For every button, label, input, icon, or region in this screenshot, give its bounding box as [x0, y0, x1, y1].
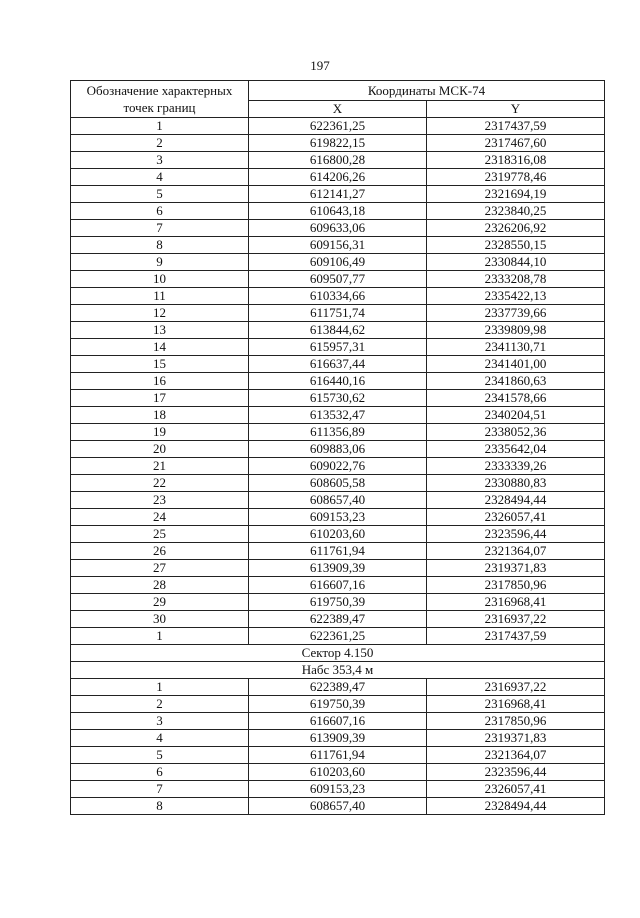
points-column-header: Обозначение характерных точек границ	[71, 81, 249, 118]
y-coordinate-cell: 2326206,92	[427, 220, 605, 237]
table-row	[71, 169, 605, 186]
x-coordinate-cell: 613909,39	[249, 730, 427, 747]
y-coordinate-cell: 2316937,22	[427, 679, 605, 696]
table-row	[71, 543, 605, 560]
page-number: 197	[310, 58, 330, 73]
x-coordinate-cell: 616800,28	[249, 152, 427, 169]
section1-rows	[71, 118, 605, 645]
x-coordinate-cell: 608605,58	[249, 475, 427, 492]
point-id-cell: 3	[71, 713, 249, 730]
area-label: Набс 353,4 м	[71, 662, 605, 679]
table-row	[71, 475, 605, 492]
table-row	[71, 254, 605, 271]
point-id-cell: 28	[71, 577, 249, 594]
x-coordinate-cell: 611761,94	[249, 543, 427, 560]
coordinates-table	[70, 80, 605, 815]
y-coordinate-cell: 2328550,15	[427, 237, 605, 254]
x-coordinate-cell: 611356,89	[249, 424, 427, 441]
table-row	[71, 305, 605, 322]
table-row	[71, 713, 605, 730]
x-coordinate-cell: 609507,77	[249, 271, 427, 288]
point-id-cell: 26	[71, 543, 249, 560]
point-id-cell: 23	[71, 492, 249, 509]
y-coordinate-cell: 2330880,83	[427, 475, 605, 492]
sector-row	[71, 645, 605, 662]
y-coordinate-cell: 2341130,71	[427, 339, 605, 356]
table-row	[71, 152, 605, 169]
point-id-cell: 7	[71, 220, 249, 237]
x-coordinate-cell: 619750,39	[249, 594, 427, 611]
point-id-cell: 14	[71, 339, 249, 356]
point-id-cell: 4	[71, 169, 249, 186]
x-coordinate-cell: 609633,06	[249, 220, 427, 237]
x-coordinate-cell: 610334,66	[249, 288, 427, 305]
table-row	[71, 339, 605, 356]
point-id-cell: 2	[71, 135, 249, 152]
y-coordinate-cell: 2339809,98	[427, 322, 605, 339]
table-row	[71, 526, 605, 543]
point-id-cell: 1	[71, 679, 249, 696]
table-row	[71, 679, 605, 696]
table-row	[71, 747, 605, 764]
x-coordinate-cell: 611751,74	[249, 305, 427, 322]
x-coordinate-cell: 608657,40	[249, 492, 427, 509]
table-row	[71, 373, 605, 390]
point-id-cell: 22	[71, 475, 249, 492]
x-coordinate-cell: 615730,62	[249, 390, 427, 407]
point-id-cell: 1	[71, 628, 249, 645]
y-coordinate-cell: 2317437,59	[427, 628, 605, 645]
y-coordinate-cell: 2328494,44	[427, 492, 605, 509]
area-row	[71, 662, 605, 679]
table-row	[71, 390, 605, 407]
x-coordinate-cell: 610203,60	[249, 526, 427, 543]
y-coordinate-cell: 2316968,41	[427, 594, 605, 611]
x-coordinate-cell: 619750,39	[249, 696, 427, 713]
point-id-cell: 29	[71, 594, 249, 611]
y-coordinate-cell: 2341578,66	[427, 390, 605, 407]
y-coordinate-cell: 2319371,83	[427, 730, 605, 747]
point-id-cell: 7	[71, 781, 249, 798]
x-coordinate-cell: 614206,26	[249, 169, 427, 186]
y-coordinate-cell: 2321364,07	[427, 543, 605, 560]
table-row	[71, 458, 605, 475]
x-coordinate-cell: 616440,16	[249, 373, 427, 390]
y-coordinate-cell: 2341860,63	[427, 373, 605, 390]
table-row	[71, 356, 605, 373]
table-row	[71, 781, 605, 798]
table-row	[71, 407, 605, 424]
point-id-cell: 25	[71, 526, 249, 543]
x-coordinate-cell: 622389,47	[249, 679, 427, 696]
y-coordinate-cell: 2330844,10	[427, 254, 605, 271]
table-row	[71, 186, 605, 203]
table-row	[71, 730, 605, 747]
point-id-cell: 11	[71, 288, 249, 305]
table-row	[71, 203, 605, 220]
point-id-cell: 6	[71, 764, 249, 781]
point-id-cell: 8	[71, 237, 249, 254]
table-row	[71, 322, 605, 339]
sector-label: Сектор 4.150	[71, 645, 605, 662]
y-coordinate-cell: 2335422,13	[427, 288, 605, 305]
x-coordinate-cell: 615957,31	[249, 339, 427, 356]
point-id-cell: 15	[71, 356, 249, 373]
y-coordinate-cell: 2321694,19	[427, 186, 605, 203]
point-id-cell: 12	[71, 305, 249, 322]
x-coordinate-cell: 609156,31	[249, 237, 427, 254]
x-coordinate-cell: 609153,23	[249, 509, 427, 526]
table-row	[71, 696, 605, 713]
y-coordinate-cell: 2326057,41	[427, 781, 605, 798]
x-coordinate-cell: 610643,18	[249, 203, 427, 220]
x-coordinate-cell: 616607,16	[249, 713, 427, 730]
y-coordinate-cell: 2338052,36	[427, 424, 605, 441]
table-row	[71, 560, 605, 577]
x-coordinate-cell: 619822,15	[249, 135, 427, 152]
x-coordinate-cell: 613532,47	[249, 407, 427, 424]
y-coordinate-cell: 2323596,44	[427, 764, 605, 781]
y-coordinate-cell: 2317437,59	[427, 118, 605, 135]
point-id-cell: 3	[71, 152, 249, 169]
point-id-cell: 16	[71, 373, 249, 390]
y-coordinate-cell: 2316968,41	[427, 696, 605, 713]
point-id-cell: 1	[71, 118, 249, 135]
x-coordinate-cell: 613909,39	[249, 560, 427, 577]
table-row	[71, 798, 605, 815]
y-coordinate-cell: 2333208,78	[427, 271, 605, 288]
point-id-cell: 13	[71, 322, 249, 339]
x-coordinate-cell: 622389,47	[249, 611, 427, 628]
table-row	[71, 441, 605, 458]
point-id-cell: 24	[71, 509, 249, 526]
x-coordinate-cell: 613844,62	[249, 322, 427, 339]
table-row	[71, 288, 605, 305]
x-coordinate-cell: 609022,76	[249, 458, 427, 475]
x-coordinate-cell: 608657,40	[249, 798, 427, 815]
table-row	[71, 237, 605, 254]
table-row	[71, 220, 605, 237]
y-coordinate-cell: 2317850,96	[427, 577, 605, 594]
y-coordinate-cell: 2316937,22	[427, 611, 605, 628]
x-coordinate-cell: 611761,94	[249, 747, 427, 764]
x-coordinate-cell: 609153,23	[249, 781, 427, 798]
y-coordinate-cell: 2317467,60	[427, 135, 605, 152]
y-coordinate-cell: 2341401,00	[427, 356, 605, 373]
table-row	[71, 492, 605, 509]
point-id-cell: 18	[71, 407, 249, 424]
table-row	[71, 628, 605, 645]
point-id-cell: 2	[71, 696, 249, 713]
table-row	[71, 577, 605, 594]
coordinates-group-header: Координаты МСК-74	[249, 81, 605, 101]
point-id-cell: 21	[71, 458, 249, 475]
point-id-cell: 9	[71, 254, 249, 271]
point-id-cell: 6	[71, 203, 249, 220]
y-coordinate-cell: 2323840,25	[427, 203, 605, 220]
y-coordinate-cell: 2319778,46	[427, 169, 605, 186]
y-coordinate-cell: 2328494,44	[427, 798, 605, 815]
section2-rows	[71, 679, 605, 815]
x-column-header: X	[249, 101, 427, 118]
table-row	[71, 764, 605, 781]
table-row	[71, 594, 605, 611]
y-coordinate-cell: 2319371,83	[427, 560, 605, 577]
x-coordinate-cell: 609106,49	[249, 254, 427, 271]
point-id-cell: 17	[71, 390, 249, 407]
point-id-cell: 30	[71, 611, 249, 628]
table-row	[71, 271, 605, 288]
y-coordinate-cell: 2340204,51	[427, 407, 605, 424]
y-coordinate-cell: 2317850,96	[427, 713, 605, 730]
x-coordinate-cell: 616607,16	[249, 577, 427, 594]
point-id-cell: 5	[71, 747, 249, 764]
x-coordinate-cell: 610203,60	[249, 764, 427, 781]
point-id-cell: 19	[71, 424, 249, 441]
y-coordinate-cell: 2333339,26	[427, 458, 605, 475]
table-row	[71, 118, 605, 135]
x-coordinate-cell: 622361,25	[249, 118, 427, 135]
point-id-cell: 5	[71, 186, 249, 203]
point-id-cell: 10	[71, 271, 249, 288]
y-coordinate-cell: 2321364,07	[427, 747, 605, 764]
y-coordinate-cell: 2323596,44	[427, 526, 605, 543]
x-coordinate-cell: 616637,44	[249, 356, 427, 373]
y-coordinate-cell: 2326057,41	[427, 509, 605, 526]
y-coordinate-cell: 2335642,04	[427, 441, 605, 458]
y-coordinate-cell: 2337739,66	[427, 305, 605, 322]
table-row	[71, 424, 605, 441]
x-coordinate-cell: 612141,27	[249, 186, 427, 203]
table-row	[71, 611, 605, 628]
x-coordinate-cell: 622361,25	[249, 628, 427, 645]
table-row	[71, 509, 605, 526]
x-coordinate-cell: 609883,06	[249, 441, 427, 458]
point-id-cell: 20	[71, 441, 249, 458]
point-id-cell: 4	[71, 730, 249, 747]
table-row	[71, 135, 605, 152]
y-coordinate-cell: 2318316,08	[427, 152, 605, 169]
point-id-cell: 8	[71, 798, 249, 815]
point-id-cell: 27	[71, 560, 249, 577]
y-column-header: Y	[427, 101, 605, 118]
